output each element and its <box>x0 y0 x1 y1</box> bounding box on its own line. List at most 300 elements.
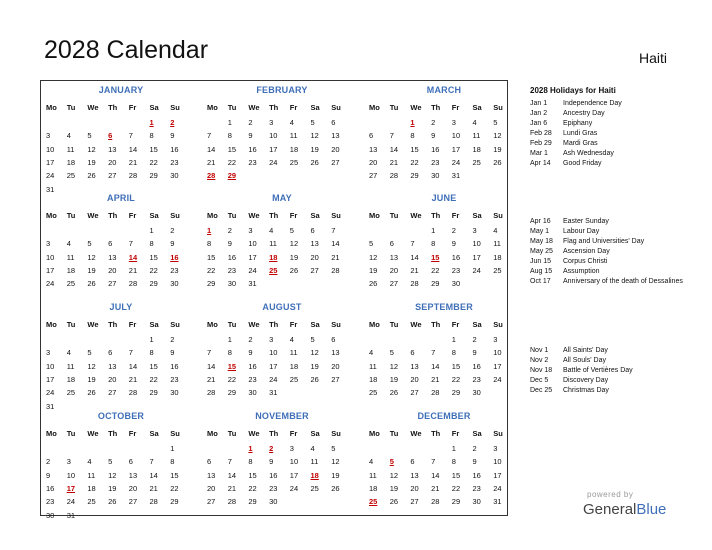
day-cell: 22 <box>451 374 461 384</box>
day-cell: 16 <box>269 470 278 480</box>
day-cell: 4 <box>66 131 71 141</box>
weekday-label: We <box>410 211 422 220</box>
weekday-label: Th <box>269 211 279 220</box>
day-cell: 20 <box>410 374 419 384</box>
holiday-date: Feb 29 <box>530 140 552 147</box>
day-cell: 26 <box>369 279 378 289</box>
day-cell: 2 <box>227 226 232 235</box>
weekday-label: Mo <box>46 429 57 438</box>
holiday-date: Aug 15 <box>530 268 553 275</box>
day-cell: 18 <box>369 374 378 384</box>
day-cell: 14 <box>389 144 399 154</box>
weekday-label: We <box>410 429 422 438</box>
day-cell: 7 <box>410 239 415 249</box>
day-cell: 22 <box>227 157 237 167</box>
holiday-name: Easter Sunday <box>563 218 609 225</box>
day-cell: 28 <box>389 171 399 181</box>
day-cell: 10 <box>248 239 257 249</box>
day-cell: 14 <box>128 144 138 154</box>
day-cell: 13 <box>331 131 340 141</box>
holiday-date: Dec 5 <box>530 377 549 384</box>
day-cell: 7 <box>128 348 133 358</box>
day-cell: 21 <box>128 374 138 384</box>
holiday-day-cell: 25 <box>269 265 278 275</box>
day-cell: 22 <box>149 265 158 275</box>
day-cell: 16 <box>227 252 237 262</box>
day-cell: 9 <box>248 348 253 358</box>
day-cell: 9 <box>269 457 274 467</box>
day-cell: 3 <box>493 335 498 344</box>
day-cell: 29 <box>451 388 461 398</box>
holiday-date: Jan 1 <box>530 100 548 107</box>
day-cell: 4 <box>66 239 71 249</box>
weekday-label: We <box>87 320 99 329</box>
day-cell: 22 <box>149 157 158 167</box>
weekday-label: Su <box>493 211 503 220</box>
holiday-name: Ascension Day <box>563 248 610 255</box>
day-cell: 14 <box>227 470 237 480</box>
day-cell: 26 <box>87 388 96 398</box>
day-cell: 16 <box>451 252 461 262</box>
day-cell: 27 <box>369 171 378 181</box>
day-cell: 11 <box>87 470 96 480</box>
month-name: APRIL <box>107 193 135 203</box>
day-cell: 27 <box>310 265 319 275</box>
holiday-day-cell: 1 <box>149 118 154 127</box>
day-cell: 7 <box>207 131 212 141</box>
day-cell: 26 <box>289 265 299 275</box>
day-cell: 10 <box>493 348 502 358</box>
month-name: FEBRUARY <box>256 85 308 95</box>
day-cell: 28 <box>227 497 237 507</box>
day-cell: 30 <box>46 510 55 520</box>
holiday-day-cell: 28 <box>207 171 216 181</box>
day-cell: 4 <box>87 457 92 467</box>
day-cell: 10 <box>451 131 461 141</box>
day-cell: 17 <box>248 252 257 262</box>
day-cell: 26 <box>389 388 399 398</box>
month-name: JULY <box>109 302 133 312</box>
weekday-label: Th <box>431 103 441 112</box>
day-cell: 30 <box>248 388 257 398</box>
day-cell: 10 <box>289 457 299 467</box>
day-cell: 4 <box>289 335 294 344</box>
holiday-day-cell: 25 <box>369 497 378 507</box>
holiday-day-cell: 1 <box>207 226 212 235</box>
weekday-label: Su <box>331 320 341 329</box>
day-cell: 3 <box>46 348 51 358</box>
day-cell: 18 <box>369 483 378 493</box>
day-cell: 11 <box>472 131 481 141</box>
day-cell: 17 <box>269 361 278 371</box>
weekday-label: Mo <box>46 320 57 329</box>
day-cell: 13 <box>369 144 378 154</box>
day-cell: 28 <box>410 279 419 289</box>
day-cell: 2 <box>431 118 436 127</box>
weekday-label: We <box>248 320 260 329</box>
day-cell: 30 <box>472 497 481 507</box>
day-cell: 24 <box>46 171 55 181</box>
day-cell: 3 <box>66 457 71 467</box>
day-cell: 19 <box>87 265 96 275</box>
calendar-grid <box>40 80 508 520</box>
weekday-label: Th <box>108 320 118 329</box>
day-cell: 29 <box>170 497 179 507</box>
day-cell: 13 <box>310 239 319 249</box>
day-cell: 8 <box>207 239 212 249</box>
day-cell: 31 <box>66 510 76 520</box>
day-cell: 22 <box>248 483 257 493</box>
day-cell: 15 <box>227 144 237 154</box>
holiday-date: May 18 <box>530 238 553 245</box>
day-cell: 23 <box>248 374 257 384</box>
day-cell: 27 <box>207 497 216 507</box>
day-cell: 18 <box>472 144 481 154</box>
day-cell: 11 <box>269 239 277 249</box>
day-cell: 18 <box>87 483 96 493</box>
day-cell: 8 <box>410 131 415 141</box>
day-cell: 17 <box>493 361 502 371</box>
day-cell: 2 <box>46 457 51 467</box>
day-cell: 26 <box>108 497 117 507</box>
day-cell: 20 <box>108 265 117 275</box>
day-cell: 4 <box>472 118 477 127</box>
day-cell: 14 <box>431 361 440 371</box>
weekday-label: We <box>248 103 260 112</box>
day-cell: 7 <box>128 239 133 249</box>
weekday-label: Su <box>493 429 503 438</box>
day-cell: 27 <box>128 497 138 507</box>
day-cell: 28 <box>128 388 138 398</box>
day-cell: 15 <box>207 252 216 262</box>
day-cell: 7 <box>227 457 232 467</box>
day-cell: 12 <box>310 348 319 358</box>
holiday-name: Independence Day <box>563 100 622 107</box>
day-cell: 20 <box>108 374 117 384</box>
day-cell: 11 <box>66 144 75 154</box>
day-cell: 19 <box>289 252 299 262</box>
day-cell: 19 <box>369 265 378 275</box>
holiday-name: Good Friday <box>563 160 602 167</box>
day-cell: 14 <box>431 470 440 480</box>
day-cell: 25 <box>369 388 378 398</box>
day-cell: 1 <box>227 118 232 127</box>
holiday-name: Lundi Gras <box>563 130 598 137</box>
day-cell: 9 <box>472 348 477 358</box>
day-cell: 11 <box>289 131 298 141</box>
day-cell: 13 <box>410 470 419 480</box>
day-cell: 19 <box>493 144 502 154</box>
day-cell: 8 <box>149 348 154 358</box>
day-cell: 23 <box>472 374 481 384</box>
day-cell: 2 <box>472 335 477 344</box>
day-cell: 8 <box>149 239 154 249</box>
holiday-day-cell: 6 <box>108 131 113 141</box>
weekday-label: Su <box>170 211 180 220</box>
weekday-label: Fr <box>128 103 137 112</box>
day-cell: 13 <box>108 252 117 262</box>
day-cell: 6 <box>410 457 415 467</box>
weekday-label: Fr <box>289 429 298 438</box>
day-cell: 13 <box>207 470 216 480</box>
holiday-name: Assumption <box>563 268 600 275</box>
day-cell: 17 <box>46 157 55 167</box>
weekday-label: Sa <box>472 320 482 329</box>
day-cell: 31 <box>46 401 55 411</box>
holiday-name: Discovery Day <box>563 377 609 384</box>
day-cell: 5 <box>331 444 336 453</box>
day-cell: 5 <box>289 226 294 235</box>
day-cell: 30 <box>269 497 278 507</box>
day-cell: 18 <box>289 144 299 154</box>
day-cell: 5 <box>389 348 394 358</box>
holiday-date: Jun 15 <box>530 258 552 265</box>
day-cell: 19 <box>87 374 96 384</box>
day-cell: 20 <box>207 483 216 493</box>
day-cell: 4 <box>369 457 374 467</box>
month-name: AUGUST <box>262 302 302 312</box>
weekday-label: Sa <box>149 211 159 220</box>
day-cell: 15 <box>410 144 419 154</box>
holiday-date: Jan 6 <box>530 120 548 127</box>
day-cell: 12 <box>389 361 399 371</box>
weekday-label: Mo <box>369 429 380 438</box>
day-cell: 29 <box>227 388 237 398</box>
day-cell: 16 <box>248 361 257 371</box>
day-cell: 27 <box>331 157 340 167</box>
day-cell: 15 <box>451 361 461 371</box>
day-cell: 22 <box>207 265 216 275</box>
weekday-label: We <box>87 103 99 112</box>
holiday-day-cell: 14 <box>128 252 138 262</box>
weekday-label: Fr <box>451 103 460 112</box>
day-cell: 6 <box>369 131 374 141</box>
weekday-label: Mo <box>207 320 218 329</box>
day-cell: 14 <box>207 144 216 154</box>
day-cell: 5 <box>108 457 113 467</box>
day-cell: 25 <box>66 388 76 398</box>
day-cell: 19 <box>389 483 399 493</box>
day-cell: 27 <box>331 374 340 384</box>
day-cell: 8 <box>451 348 456 358</box>
day-cell: 15 <box>149 252 158 262</box>
day-cell: 12 <box>389 470 399 480</box>
day-cell: 17 <box>46 265 55 275</box>
day-cell: 17 <box>472 252 481 262</box>
day-cell: 27 <box>410 497 419 507</box>
day-cell: 22 <box>451 483 461 493</box>
holiday-name: Christmas Day <box>563 387 609 394</box>
day-cell: 10 <box>493 457 502 467</box>
day-cell: 9 <box>46 470 51 480</box>
holiday-day-cell: 18 <box>310 470 319 480</box>
holiday-name: All Saints' Day <box>563 347 608 354</box>
weekday-label: Th <box>269 429 279 438</box>
weekday-label: Fr <box>289 103 298 112</box>
day-cell: 8 <box>431 239 436 249</box>
weekday-label: Th <box>108 429 118 438</box>
weekday-label: We <box>248 211 260 220</box>
holiday-date: Jan 2 <box>530 110 548 117</box>
day-cell: 28 <box>431 388 440 398</box>
day-cell: 13 <box>108 361 117 371</box>
month-name: MARCH <box>426 85 462 95</box>
day-cell: 3 <box>46 131 51 141</box>
day-cell: 5 <box>87 131 92 141</box>
weekday-label: Tu <box>66 103 76 112</box>
weekday-label: We <box>87 211 99 220</box>
day-cell: 21 <box>431 374 440 384</box>
day-cell: 3 <box>451 118 456 127</box>
day-cell: 23 <box>431 157 440 167</box>
weekday-label: Su <box>493 320 503 329</box>
weekday-label: Su <box>170 103 180 112</box>
day-cell: 22 <box>170 483 179 493</box>
powered-by-text: powered by <box>587 490 634 499</box>
day-cell: 3 <box>46 239 51 249</box>
weekday-label: Mo <box>369 211 380 220</box>
brand-general: General <box>583 501 637 518</box>
holiday-date: Oct 17 <box>530 278 551 285</box>
day-cell: 21 <box>149 483 158 493</box>
holiday-day-cell: 5 <box>389 457 394 467</box>
day-cell: 7 <box>128 131 133 141</box>
day-cell: 26 <box>310 374 319 384</box>
day-cell: 4 <box>269 226 274 235</box>
day-cell: 3 <box>269 118 274 127</box>
weekday-label: Sa <box>149 320 159 329</box>
day-cell: 29 <box>248 497 257 507</box>
day-cell: 4 <box>66 348 71 358</box>
weekday-label: Th <box>431 211 441 220</box>
day-cell: 24 <box>46 388 55 398</box>
page-title: 2028 Calendar <box>44 36 209 64</box>
weekday-label: We <box>410 103 422 112</box>
day-cell: 6 <box>389 239 394 249</box>
day-cell: 12 <box>87 144 96 154</box>
weekday-label: Mo <box>46 103 57 112</box>
holiday-day-cell: 17 <box>66 483 76 493</box>
day-cell: 12 <box>369 252 378 262</box>
day-cell: 26 <box>87 279 96 289</box>
weekday-label: We <box>248 429 260 438</box>
day-cell: 18 <box>66 157 76 167</box>
day-cell: 11 <box>66 361 75 371</box>
day-cell: 15 <box>451 470 461 480</box>
brand-name <box>583 501 666 518</box>
day-cell: 20 <box>389 265 399 275</box>
holiday-date: Nov 2 <box>530 357 549 364</box>
day-cell: 30 <box>472 388 481 398</box>
day-cell: 9 <box>170 348 175 358</box>
day-cell: 30 <box>431 171 440 181</box>
weekday-label: Fr <box>451 320 460 329</box>
day-cell: 16 <box>431 144 440 154</box>
day-cell: 28 <box>128 279 138 289</box>
day-cell: 22 <box>410 157 419 167</box>
day-cell: 26 <box>389 497 399 507</box>
day-cell: 25 <box>66 171 76 181</box>
day-cell: 18 <box>66 374 76 384</box>
holiday-date: May 1 <box>530 228 550 235</box>
day-cell: 12 <box>493 131 502 141</box>
day-cell: 3 <box>472 226 477 235</box>
holiday-date: Mar 1 <box>530 150 548 157</box>
day-cell: 27 <box>410 388 419 398</box>
weekday-label: Sa <box>472 103 482 112</box>
day-cell: 16 <box>170 361 179 371</box>
weekday-label: Su <box>170 429 180 438</box>
day-cell: 15 <box>248 470 257 480</box>
day-cell: 18 <box>289 361 299 371</box>
brand-blue: Blue <box>636 501 667 518</box>
day-cell: 1 <box>227 335 232 344</box>
day-cell: 29 <box>451 497 461 507</box>
day-cell: 25 <box>289 157 299 167</box>
day-cell: 15 <box>149 144 158 154</box>
day-cell: 19 <box>310 361 319 371</box>
day-cell: 25 <box>289 374 299 384</box>
day-cell: 17 <box>46 374 55 384</box>
day-cell: 16 <box>170 144 179 154</box>
day-cell: 20 <box>310 252 319 262</box>
day-cell: 26 <box>310 157 319 167</box>
day-cell: 15 <box>149 361 158 371</box>
day-cell: 19 <box>331 470 340 480</box>
holiday-day-cell: 18 <box>269 252 278 262</box>
day-cell: 19 <box>108 483 117 493</box>
day-cell: 28 <box>149 497 158 507</box>
weekday-label: Tu <box>389 103 399 112</box>
weekday-label: Su <box>493 103 503 112</box>
day-cell: 11 <box>369 470 377 480</box>
day-cell: 13 <box>410 361 419 371</box>
day-cell: 12 <box>87 361 96 371</box>
day-cell: 2 <box>451 226 456 235</box>
weekday-label: Mo <box>46 211 57 220</box>
weekday-label: Fr <box>289 320 298 329</box>
day-cell: 8 <box>227 131 232 141</box>
month-name: JUNE <box>431 193 457 203</box>
day-cell: 30 <box>170 388 179 398</box>
day-cell: 16 <box>472 361 481 371</box>
day-cell: 27 <box>108 279 117 289</box>
month-name: DECEMBER <box>417 411 471 421</box>
day-cell: 19 <box>87 157 96 167</box>
day-cell: 4 <box>493 226 498 235</box>
day-cell: 5 <box>87 348 92 358</box>
holiday-date: May 25 <box>530 248 553 255</box>
day-cell: 8 <box>451 457 456 467</box>
day-cell: 23 <box>170 157 179 167</box>
day-cell: 1 <box>451 335 456 344</box>
day-cell: 18 <box>493 252 502 262</box>
weekday-label: Tu <box>66 211 76 220</box>
day-cell: 24 <box>289 483 299 493</box>
day-cell: 10 <box>46 361 55 371</box>
holiday-day-cell: 15 <box>227 361 237 371</box>
holiday-day-cell: 2 <box>269 444 274 453</box>
day-cell: 31 <box>451 171 461 181</box>
day-cell: 7 <box>431 348 436 358</box>
day-cell: 7 <box>207 348 212 358</box>
day-cell: 8 <box>248 457 253 467</box>
day-cell: 23 <box>451 265 461 275</box>
weekday-label: Mo <box>207 211 218 220</box>
weekday-label: Tu <box>227 103 237 112</box>
weekday-label: Su <box>170 320 180 329</box>
day-cell: 7 <box>431 457 436 467</box>
